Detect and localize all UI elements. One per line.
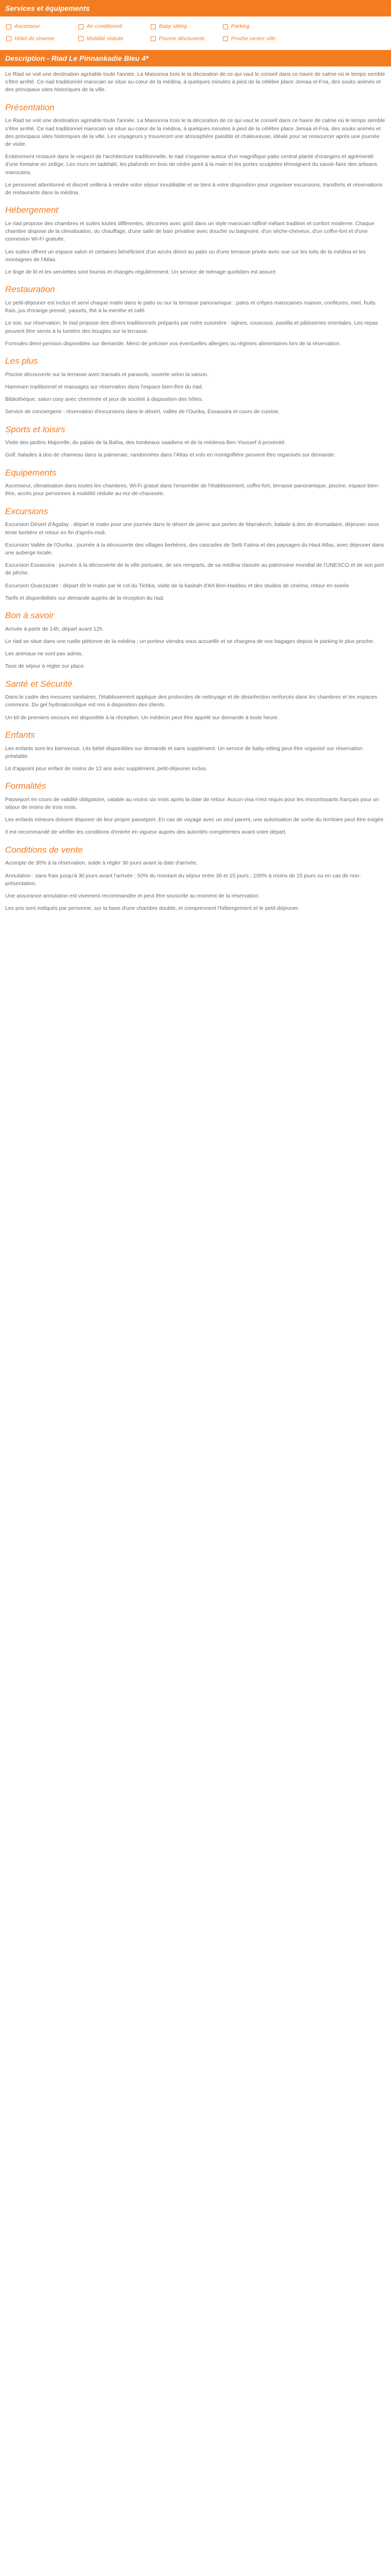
section-paragraph: Entièrement restauré dans le respect de l'architecture traditionnelle, le riad s'organise autour d'un magnifique patio central planté d'orangers et agrémenté d'une fontaine en zellige. Les murs en tadelakt, les plafonds en bois de cèdre peint à la main et les portes sculptées témoignent du savoir-faire des artisans marocains.	[5, 154, 378, 176]
section-paragraph: Le soir, sur réservation, le riad propose des dîners traditionnels préparés par notre cuisinière : tajines, couscous, pastilla et pâtisseries orientales. Les repas peuvent être servis à la lumière des bougies sur la terrasse.	[5, 320, 378, 334]
section-paragraph: Passeport en cours de validité obligatoire, valable au moins six mois après la date de retour. Aucun visa n'est requis pour les ressortissants français pour un séjour de moins de trois mois.	[5, 796, 379, 811]
section-paragraph: Formules demi-pension disponibles sur demande. Merci de préciser vos éventuelles allergies ou régimes alimentaires lors de la réservation.	[5, 340, 341, 347]
section-paragraph: Lit d'appoint pour enfant de moins de 12 ans avec supplément, petit-déjeuner inclus.	[5, 765, 207, 772]
description-sections	[5, 101, 386, 913]
section-paragraph: Annulation : sans frais jusqu'à 30 jours avant l'arrivée ; 50% du montant du séjour entre 30 et 15 jours ; 100% à moins de 15 jours ou en cas de non-présentation.	[5, 872, 361, 887]
section-paragraph: Une assurance annulation est vivement recommandée et peut être souscrite au moment de la réservation.	[5, 892, 260, 899]
section-title: Restauration	[5, 284, 55, 295]
charm-hotel-icon	[6, 36, 11, 41]
section-paragraph: Piscine découverte sur la terrasse avec transats et parasols, ouverte selon la saison.	[5, 371, 208, 378]
service-item	[223, 23, 295, 30]
service-label: Mobilité réduite	[87, 35, 124, 42]
reduced-mobility-icon	[78, 36, 84, 41]
section-title: Formalités	[5, 781, 46, 791]
section-paragraph: Visite des jardins Majorelle, du palais de la Bahia, des tombeaux saadiens et de la médersa Ben Youssef à proximité.	[5, 439, 286, 446]
service-item	[151, 35, 223, 43]
section-paragraph: Ascenseur, climatisation dans toutes les chambres, Wi-Fi gratuit dans l'ensemble de l'établissement, coffre-fort, terrasse panoramique, piscine, espace bien-être, accès pour personnes à mobilité réduite au rez-de-chaussée.	[5, 483, 380, 497]
section-paragraph: Le riad propose des chambres et suites toutes différentes, décorées avec goût dans un style marocain raffiné mêlant tradition et confort moderne. Chaque chambre dispose de la climatisation, du chauffage, d'une salle de bain privative avec douche ou baignoire, d'un sèche-cheveux, d'un coffre-fort et d'une connexion Wi-Fi gratuite.	[5, 220, 374, 243]
outdoor-pool-icon	[151, 36, 156, 41]
service-label: Piscine découverte	[159, 35, 205, 42]
section-paragraph: Les prix sont indiqués par personne, sur la base d'une chambre double, et comprennent l'hébergement et le petit-déjeuner.	[5, 905, 300, 912]
section-paragraph: Les animaux ne sont pas admis.	[5, 651, 83, 657]
section-paragraph: Le riad se situe dans une ruelle piétonne de la médina ; un porteur viendra vous accueillir et se chargera de vos bagages depuis le parking le plus proche.	[5, 638, 374, 645]
section-paragraph: Les enfants mineurs doivent disposer de leur propre passeport. En cas de voyage avec un seul parent, une autorisation de sortie du territoire peut être exigée.	[5, 817, 385, 823]
service-label: Proche centre ville	[231, 35, 276, 42]
city-center-icon	[223, 36, 228, 41]
services-heading: Services et équipements	[0, 0, 391, 16]
description-heading: Description - Riad Le Pinnankadie Bleu 4*	[0, 50, 391, 66]
service-label: Air conditionné	[87, 23, 123, 30]
section-title: Hébergement	[5, 205, 59, 215]
section-paragraph: Le Riad se voit une destination agréable toute l'année. La Maisonna trois le la décoration de ce qui vaut le conseil dans ce havre de calme où le temps semble s'être arrêté. Ce riad traditionnel marocain se situe au cœur de la médina, à quelques minutes à pied de la célèbre place Jemaa el-Fna, des souks animés et des principaux sites historiques de la ville. Les voyageurs y trouveront une atmosphère paisible et chaleureuse, idéale pour se ressourcer après une journée de visite.	[5, 117, 385, 147]
parking-icon	[223, 24, 228, 29]
section-paragraph: Taxe de séjour à régler sur place.	[5, 663, 86, 670]
section-paragraph: Le petit-déjeuner est inclus et servi chaque matin dans le patio ou sur la terrasse panoramique : pains et crêpes marocaines maison, confitures, miel, fruits frais, jus d'orange pressé, yaourts, thé à la menthe et café.	[5, 299, 376, 314]
services-grid	[0, 19, 301, 48]
service-item	[6, 23, 78, 30]
section-paragraph: Il est recommandé de vérifier les conditions d'entrée en vigueur auprès des autorités compétentes avant votre départ.	[5, 829, 287, 836]
section-title: Présentation	[5, 102, 55, 112]
air-conditioning-icon	[78, 24, 84, 29]
service-item	[78, 35, 151, 43]
section-paragraph: Golf, balades à dos de chameau dans la palmeraie, randonnées dans l'Atlas et vols en montgolfière peuvent être organisés sur demande.	[5, 452, 335, 459]
service-item	[151, 23, 223, 30]
section-paragraph: Arrivée à partir de 14h, départ avant 12h.	[5, 625, 104, 632]
section-paragraph: Le linge de lit et les serviettes sont fournis et changés régulièrement. Un service de ménage quotidien est assuré.	[5, 269, 278, 276]
service-item	[6, 35, 78, 43]
description-content	[0, 71, 391, 912]
section-paragraph: Un kit de premiers secours est disponible à la réception. Un médecin peut être appelé sur demande à toute heure.	[5, 714, 279, 721]
baby-sitting-icon	[151, 24, 156, 29]
section-title: Sports et loisirs	[5, 424, 66, 434]
section-paragraph: Le personnel attentionné et discret veillera à rendre votre séjour inoubliable et se tient à votre disposition pour organiser excursions, transferts et réservations de restaurants dans la médina.	[5, 181, 383, 196]
section-title: Excursions	[5, 506, 48, 516]
section-title: Equipements	[5, 467, 57, 478]
section-title: Santé et Sécurité	[5, 679, 73, 689]
service-label: Hôtel de charme	[14, 35, 55, 42]
section-paragraph: Excursion Essaouira : journée à la découverte de la ville portuaire, de ses remparts, de sa médina classée au patrimoine mondial de l'UNESCO et de son port de pêche.	[5, 562, 384, 577]
section-title: Conditions de vente	[5, 844, 83, 855]
section-paragraph: Excursion Désert d'Agafay : départ le matin pour une journée dans le désert de pierre aux portes de Marrakech, balade à dos de dromadaire, déjeuner sous tente berbère et retour en fin d'après-midi.	[5, 521, 379, 536]
section-title: Bon à savoir	[5, 611, 54, 621]
section-paragraph: Acompte de 30% à la réservation, solde à régler 30 jours avant la date d'arrivée.	[5, 860, 198, 867]
service-label: Ascenseur	[14, 23, 40, 30]
section-paragraph: Excursion Ouarzazate : départ tôt le matin par le col du Tichka, visite de la kasbah d'Aït-Ben-Haddou et des studios de cinéma, retour en soirée.	[5, 582, 351, 589]
service-item	[78, 23, 151, 30]
service-label: Parking	[231, 23, 250, 30]
section-paragraph: Tarifs et disponibilités sur demande auprès de la réception du riad.	[5, 595, 165, 601]
page	[0, 0, 391, 927]
service-item	[223, 35, 295, 43]
section-paragraph: Bibliothèque, salon cosy avec cheminée et jeux de société à disposition des hôtes.	[5, 396, 204, 403]
section-title: Enfants	[5, 730, 35, 740]
section-paragraph: Excursion Vallée de l'Ourika : journée à la découverte des villages berbères, des cascades de Setti Fatma et des paysages du Haut Atlas, avec déjeuner dans une auberge locale.	[5, 541, 384, 556]
section-paragraph: Dans le cadre des mesures sanitaires, l'établissement applique des protocoles de nettoyage et de désinfection renforcés dans les chambres et les espaces communs. Du gel hydroalcoolique est mis à disposition des clients.	[5, 694, 378, 708]
section-paragraph: Les enfants sont les bienvenus. Lits bébé disponibles sur demande et sans supplément. Un service de baby-sitting peut être organisé sur réservation préalable.	[5, 745, 363, 759]
section-paragraph: Service de conciergerie : réservation d'excursions dans le désert, vallée de l'Ourika, Essaouira et cours de cuisine.	[5, 409, 280, 415]
section-paragraph: Hammam traditionnel et massages sur réservation dans l'espace bien-être du riad.	[5, 383, 203, 390]
service-label: Baby sitting	[159, 23, 187, 30]
elevator-icon	[6, 24, 11, 29]
section-title: Les plus	[5, 355, 38, 366]
description-intro: Le Riad se voit une destination agréable toute l'année. La Maisonna trois le la décoration de ce qui vaut le conseil dans ce havre de calme où le temps semble s'être arrêté. Ce riad traditionnel marocain se situe au cœur de la médina, à quelques minutes à pied de la célèbre place Jemaa el-Fna, des souks animés et des principaux sites historiques de la ville.	[5, 71, 385, 93]
section-paragraph: Les suites offrent un espace salon et certaines bénéficient d'un accès direct au patio ou d'une terrasse privée avec vue sur les toits de la médina et les montagnes de l'Atlas.	[5, 248, 366, 263]
